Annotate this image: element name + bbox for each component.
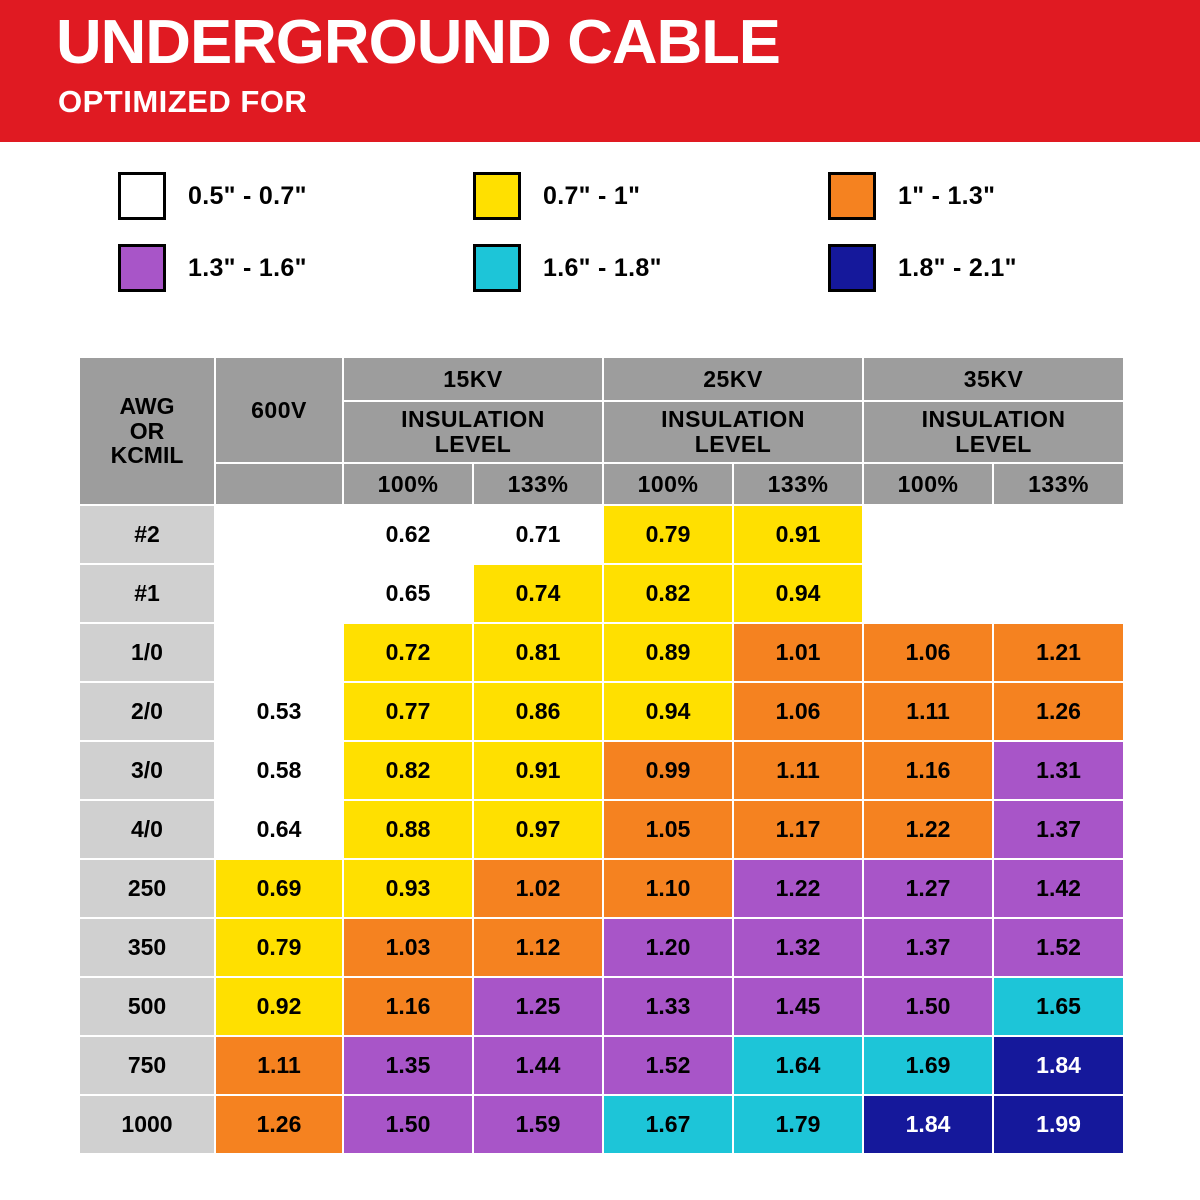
data-cell [215,623,343,682]
data-cell: 1.12 [473,918,603,977]
row-header-20: 2/0 [79,682,215,741]
data-cell: 1.16 [863,741,993,800]
data-cell: 1.11 [215,1036,343,1095]
data-cell: 0.94 [733,564,863,623]
data-cell: 0.53 [215,682,343,741]
table-row [79,1036,1124,1095]
data-cell: 0.89 [603,623,733,682]
data-cell: 1.52 [603,1036,733,1095]
data-cell: 1.16 [343,977,473,1036]
table-row [79,623,1124,682]
row-header-1000: 1000 [79,1095,215,1154]
header-banner [0,0,1200,142]
data-cell: 1.32 [733,918,863,977]
data-cell [993,564,1124,623]
row-header-750: 750 [79,1036,215,1095]
data-cell: 1.35 [343,1036,473,1095]
header-600v: 600V [215,357,343,463]
data-cell: 1.44 [473,1036,603,1095]
data-cell: 1.06 [733,682,863,741]
data-cell: 1.22 [733,859,863,918]
insulation-line-1: INSULATION [401,405,545,432]
row-header-40: 4/0 [79,800,215,859]
header-35kv-133: 133% [993,463,1124,505]
data-cell: 0.77 [343,682,473,741]
header-awg-line-3: KCMIL [110,442,184,469]
table-row [79,564,1124,623]
data-cell: 1.20 [603,918,733,977]
data-cell: 1.26 [993,682,1124,741]
data-cell: 1.42 [993,859,1124,918]
header-15kv-100: 100% [343,463,473,505]
data-cell: 0.58 [215,741,343,800]
header-insulation-15kv [343,401,603,463]
data-cell: 1.02 [473,859,603,918]
data-cell: 0.93 [343,859,473,918]
data-cell: 1.64 [733,1036,863,1095]
legend-item-navy [828,244,1183,292]
legend-label: 1" - 1.3" [898,181,996,210]
header-awg-kcmil [79,357,215,505]
legend-label: 1.6" - 1.8" [543,253,662,282]
data-cell: 0.92 [215,977,343,1036]
header-row-voltage [79,357,1124,401]
data-cell: 1.11 [733,741,863,800]
data-cell: 1.25 [473,977,603,1036]
data-cell: 0.69 [215,859,343,918]
page-title: UNDERGROUND CABLE [56,8,780,77]
data-cell: 0.94 [603,682,733,741]
data-cell: 1.01 [733,623,863,682]
data-cell: 0.91 [733,505,863,564]
header-25kv-133: 133% [733,463,863,505]
data-cell: 0.86 [473,682,603,741]
data-cell: 1.05 [603,800,733,859]
data-cell: 1.50 [343,1095,473,1154]
legend-row-2 [118,232,1200,304]
legend-item-orange [828,172,1183,220]
data-cell [863,505,993,564]
data-cell: 1.33 [603,977,733,1036]
data-cell: 0.97 [473,800,603,859]
legend-swatch-purple-icon [118,244,166,292]
row-header-1: #1 [79,564,215,623]
data-cell: 1.50 [863,977,993,1036]
data-cell: 1.69 [863,1036,993,1095]
legend-item-cyan [473,244,828,292]
row-header-10: 1/0 [79,623,215,682]
data-cell: 0.62 [343,505,473,564]
row-header-250: 250 [79,859,215,918]
data-cell: 0.88 [343,800,473,859]
header-insulation-25kv [603,401,863,463]
row-header-30: 3/0 [79,741,215,800]
data-cell: 0.79 [215,918,343,977]
table-head [79,357,1124,505]
table-row [79,682,1124,741]
data-cell: 1.11 [863,682,993,741]
data-cell: 0.91 [473,741,603,800]
cable-size-table [78,356,1123,1155]
row-header-350: 350 [79,918,215,977]
data-cell: 1.65 [993,977,1124,1036]
data-cell [215,564,343,623]
table-body [79,505,1124,1154]
header-25kv: 25KV [603,357,863,401]
data-cell: 1.59 [473,1095,603,1154]
legend-swatch-orange-icon [828,172,876,220]
header-insulation-35kv [863,401,1124,463]
data-cell: 0.79 [603,505,733,564]
table-row [79,859,1124,918]
data-cell [993,505,1124,564]
row-header-2: #2 [79,505,215,564]
row-header-500: 500 [79,977,215,1036]
legend-label: 1.3" - 1.6" [188,253,307,282]
data-cell: 1.37 [993,800,1124,859]
table-row [79,741,1124,800]
data-cell: 0.82 [603,564,733,623]
legend-row-1 [118,160,1200,232]
data-cell: 1.84 [863,1095,993,1154]
data-cell [863,564,993,623]
data-cell: 0.71 [473,505,603,564]
legend-swatch-navy-icon [828,244,876,292]
header-35kv: 35KV [863,357,1124,401]
table-row [79,918,1124,977]
legend-label: 0.5" - 0.7" [188,181,307,210]
page-subtitle: OPTIMIZED FOR [58,84,308,119]
insulation-line-2: LEVEL [694,431,772,457]
header-25kv-100: 100% [603,463,733,505]
data-cell: 0.81 [473,623,603,682]
table-row [79,800,1124,859]
data-cell: 1.27 [863,859,993,918]
data-cell: 0.74 [473,564,603,623]
insulation-line-1: INSULATION [661,405,805,432]
legend-swatch-yellow-icon [473,172,521,220]
legend-swatch-white-icon [118,172,166,220]
data-cell: 0.64 [215,800,343,859]
legend [0,160,1200,304]
header-row-percent [79,463,1124,505]
header-35kv-100: 100% [863,463,993,505]
table-row [79,505,1124,564]
header-15kv: 15KV [343,357,603,401]
data-cell: 1.06 [863,623,993,682]
legend-item-purple [118,244,473,292]
data-cell: 1.67 [603,1095,733,1154]
data-cell: 1.79 [733,1095,863,1154]
data-cell: 1.37 [863,918,993,977]
insulation-line-2: LEVEL [434,431,512,457]
header-awg-line-2: OR [129,417,165,444]
legend-item-yellow [473,172,828,220]
legend-swatch-cyan-icon [473,244,521,292]
data-cell: 1.52 [993,918,1124,977]
table-row [79,1095,1124,1154]
data-cell: 1.17 [733,800,863,859]
data-cell: 1.21 [993,623,1124,682]
legend-label: 1.8" - 2.1" [898,253,1017,282]
data-cell: 1.03 [343,918,473,977]
data-cell: 0.65 [343,564,473,623]
insulation-line-1: INSULATION [921,405,1066,432]
data-cell: 1.10 [603,859,733,918]
data-cell: 0.72 [343,623,473,682]
insulation-line-2: LEVEL [955,431,1032,457]
data-cell: 0.82 [343,741,473,800]
matrix-table [78,356,1125,1155]
legend-item-white [118,172,473,220]
data-cell: 0.99 [603,741,733,800]
data-cell: 1.84 [993,1036,1124,1095]
header-15kv-133: 133% [473,463,603,505]
data-cell: 1.99 [993,1095,1124,1154]
data-cell: 1.26 [215,1095,343,1154]
legend-label: 0.7" - 1" [543,181,641,210]
data-cell: 1.45 [733,977,863,1036]
header-600v-blank [215,463,343,505]
header-awg-line-1: AWG [119,392,175,419]
data-cell: 1.31 [993,741,1124,800]
data-cell: 1.22 [863,800,993,859]
data-cell [215,505,343,564]
table-row [79,977,1124,1036]
